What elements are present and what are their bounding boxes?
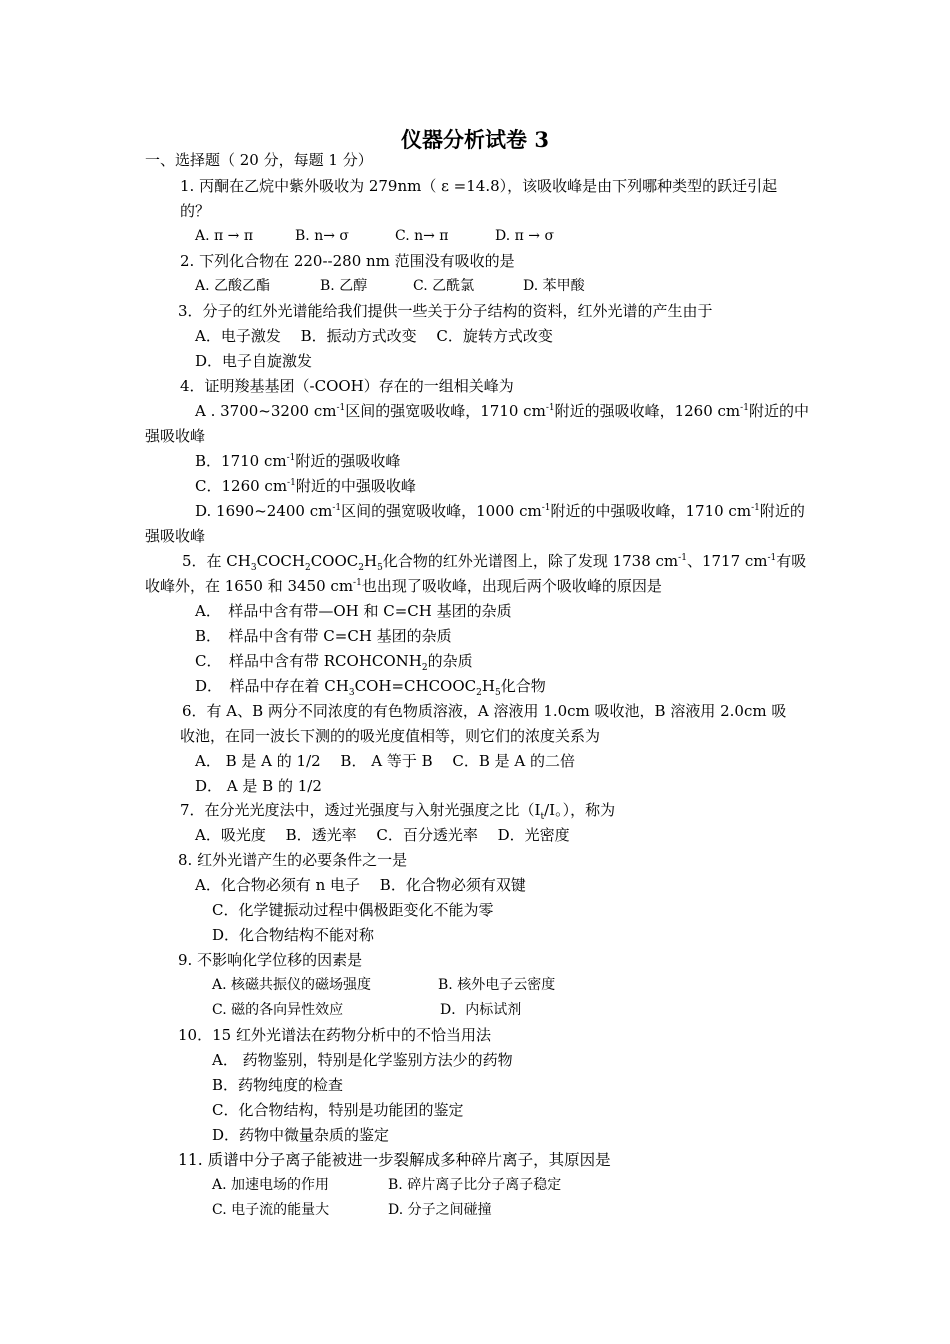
question-9-option-b: B. 核外电子云密度 (438, 977, 556, 993)
question-10-option-c: C．化合物结构，特别是功能团的鉴定 (212, 1101, 464, 1119)
question-9-option-d: D．内标试剂 (440, 1002, 522, 1018)
question-1-stem-wrap: 的？ (180, 202, 211, 220)
question-4-option-b: B．1710 $cm^{-1}$附近的强吸收峰 (195, 452, 401, 470)
question-11-stem: 11. 质谱中分子离子能被进一步裂解成多种碎片离子，其原因是 (178, 1151, 611, 1169)
question-10-stem: 10．15 红外光谱法在药物分析中的不恰当用法 (178, 1026, 491, 1044)
question-6-stem-wrap: 收池，在同一波长下测的的吸光度值相等，则它们的浓度关系为 (180, 727, 601, 745)
question-4-stem: 4．证明羧基基团（-COOH）存在的一组相关峰为 (180, 377, 514, 395)
question-11-option-c: C. 电子流的能量大 (212, 1202, 330, 1218)
question-8-stem: 8. 红外光谱产生的必要条件之一是 (178, 851, 408, 869)
question-4-option-a: A . 3700~3200 $cm^{-1}$区间的强宽吸收峰，1710 $cm^{-1}$附近的强吸收峰，1260 $cm^{-1}$附近的中 (195, 402, 809, 420)
question-10-option-b: B．药物纯度的检查 (212, 1076, 344, 1094)
question-3-stem: 3．分子的红外光谱能给我们提供一些关于分子结构的资料，红外光谱的产生由于 (178, 302, 713, 320)
question-7-options: A．吸光度 B．透光率 C．百分透光率 D．光密度 (195, 826, 570, 844)
question-6-options-line2: D． A 是 B 的 1/2 (195, 777, 322, 795)
question-9-stem: 9. 不影响化学位移的因素是 (178, 951, 363, 969)
question-8-options-line3: D．化合物结构不能对称 (212, 926, 375, 944)
question-8-options-line1: A．化合物必须有 n 电子 B．化合物必须有双键 (195, 876, 526, 894)
page-title: 仪器分析试卷 3 (401, 127, 549, 152)
question-2-option-d: D. 苯甲酸 (523, 278, 585, 294)
question-6-stem: 6．有 A、B 两分不同浓度的有色物质溶液，A 溶液用 1.0cm 吸收池，B 溶液用 2.0cm 吸 (182, 702, 787, 720)
question-1-option-b: B. n→ σ (295, 228, 349, 244)
question-5-stem: 5．在 $CH_3COCH_2COOC_2H_5$化合物的红外光谱图上，除了发现 1738 $cm^{-1}$、1717 $cm^{-1}$有吸 (182, 552, 807, 573)
question-4-option-a-wrap: 强吸收峰 (145, 427, 206, 445)
question-3-options-line1: A．电子激发 B．振动方式改变 C．旋转方式改变 (195, 327, 553, 345)
question-1-option-d: D. π → σ (495, 228, 555, 244)
question-1-option-a: A. π → π (195, 228, 254, 244)
question-10-option-d: D．药物中微量杂质的鉴定 (212, 1126, 390, 1144)
question-5-stem-wrap: 收峰外，在 1650 和 3450 $cm^{-1}$也出现了吸收峰，出现后两个吸收峰的原因是 (145, 577, 662, 595)
question-11-option-d: D. 分子之间碰撞 (388, 1202, 492, 1218)
question-10-option-a: A． 药物鉴别，特别是化学鉴别方法少的药物 (212, 1051, 513, 1069)
question-9-option-c: C. 磁的各向异性效应 (212, 1002, 344, 1018)
question-4-option-d-wrap: 强吸收峰 (145, 527, 206, 545)
question-5-option-c: C． 样品中含有带 $RCOHCONH_2$的杂质 (195, 652, 473, 673)
question-4-option-c: C．1260 $cm^{-1}$附近的中强吸收峰 (195, 477, 416, 495)
question-3-options-line2: D．电子自旋激发 (195, 352, 313, 370)
question-11-option-a: A. 加速电场的作用 (212, 1177, 330, 1193)
question-2-stem: 2. 下列化合物在 220--280 nm 范围没有吸收的是 (180, 252, 515, 270)
question-5-option-b: B． 样品中含有带 C=CH 基团的杂质 (195, 627, 452, 645)
section-heading: 一、选择题（ 20 分，每题 1 分） (145, 151, 373, 169)
question-2-option-a: A. 乙酸乙酯 (195, 278, 271, 294)
question-11-option-b: B. 碎片离子比分子离子稳定 (388, 1177, 562, 1193)
question-4-option-d: D. 1690~2400 $cm^{-1}$区间的强宽吸收峰，1000 $cm^{-1}$附近的中强吸收峰，1710 $cm^{-1}$附近的 (195, 502, 805, 520)
question-8-options-line2: C．化学键振动过程中偶极距变化不能为零 (212, 901, 494, 919)
question-6-options-line1: A． B 是 A 的 1/2 B． A 等于 B C．B 是 A 的二倍 (195, 752, 576, 770)
question-5-option-d: D． 样品中存在着 $CH_3COH=CHCOOC_2H_5$化合物 (195, 677, 546, 698)
question-9-option-a: A. 核磁共振仪的磁场强度 (212, 977, 372, 993)
question-7-stem: 7．在分光光度法中，透过光强度与入射光强度之比（$I_t/I$。），称为 (180, 801, 616, 822)
question-1-option-c: C. n→ π (395, 228, 449, 244)
question-5-option-a: A． 样品中含有带—OH 和 C=CH 基团的杂质 (195, 602, 512, 620)
question-2-option-b: B. 乙醇 (320, 278, 368, 294)
question-1-stem: 1. 丙酮在乙烷中紫外吸收为 279nm（ ε =14.8），该吸收峰是由下列哪种类型的跃迁引起 (180, 177, 778, 195)
question-2-option-c: C. 乙酰氯 (413, 278, 475, 294)
